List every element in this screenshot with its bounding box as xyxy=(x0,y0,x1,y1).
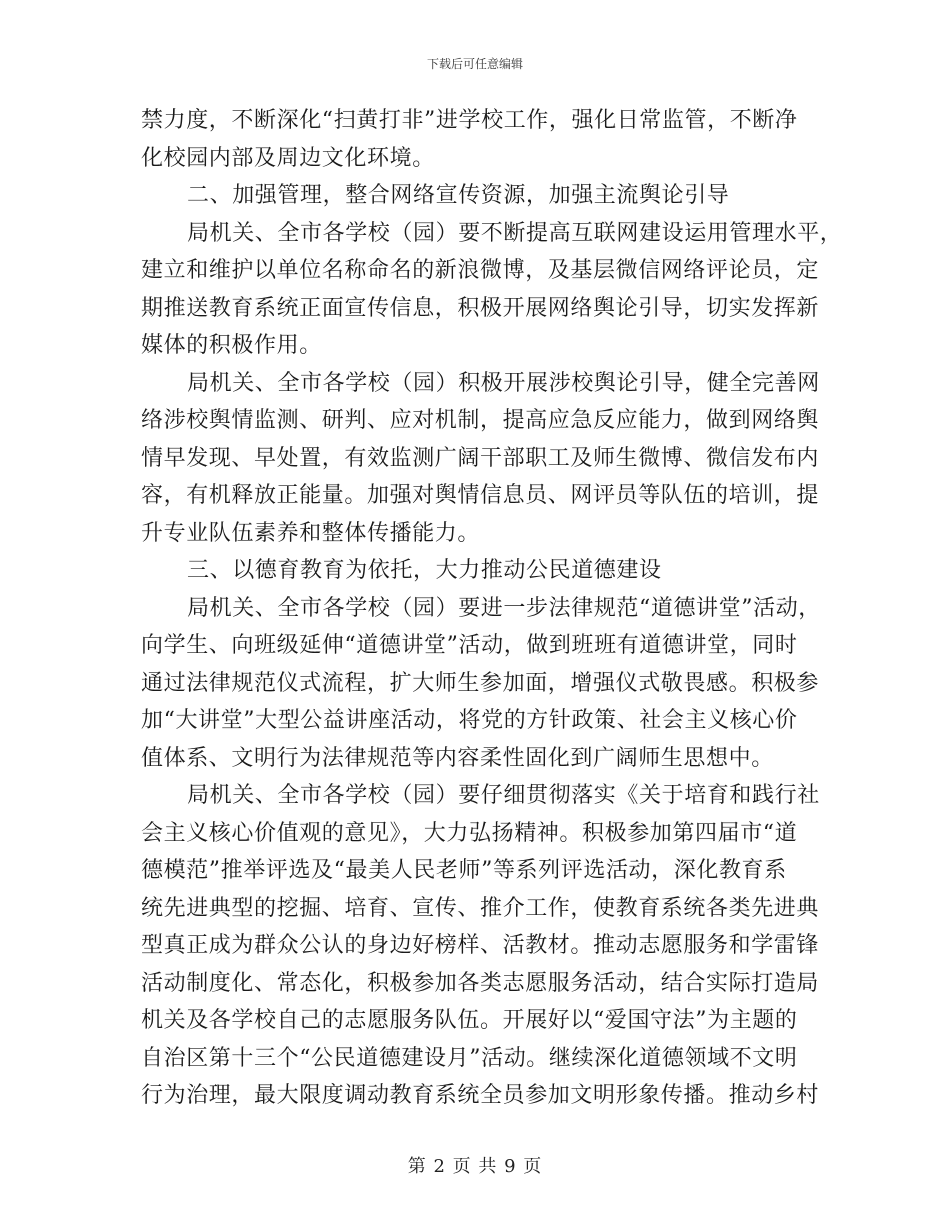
text-line: 型真正成为群众公认的身边好榜样、活教材。推动志愿服务和学雷锋 xyxy=(141,933,820,958)
text-line: 三、以德育教育为依托，大力推动公民道德建设 xyxy=(187,558,662,583)
text-line: 媒体的积极作用。 xyxy=(141,333,322,358)
page-header: 下载后可任意编辑 xyxy=(426,57,523,71)
text-line: 化校园内部及周边文化环境。 xyxy=(141,145,435,171)
text-line: 统先进典型的挖掘、培育、宣传、推介工作，使教育系统各类先进典 xyxy=(141,895,820,921)
text-line: 容，有机释放正能量。加强对舆情信息员、网评员等队伍的培训，提 xyxy=(141,483,820,508)
page-number: 第 2 页 共 9 页 xyxy=(407,1156,543,1177)
text-line: 加“大讲堂”大型公益讲座活动，将党的方针政策、社会主义核心价 xyxy=(141,708,798,733)
text-line: 德模范”推举评选及“最美人民老师”等系列评选活动，深化教育系 xyxy=(141,858,787,883)
text-line: 局机关、全市各学校（园）积极开展涉校舆论引导，健全完善网 xyxy=(187,370,820,396)
text-line: 自治区第十三个“公民道德建设月”活动。继续深化道德领域不文明 xyxy=(141,1045,798,1071)
text-line: 期推送教育系统正面宣传信息，积极开展网络舆论引导，切实发挥新 xyxy=(141,295,820,321)
text-line: 通过法律规范仪式流程，扩大师生参加面，增强仪式敬畏感。积极参 xyxy=(141,670,820,696)
text-line: 向学生、向班级延伸“道德讲堂”活动，做到班班有道德讲堂，同时 xyxy=(141,633,798,658)
text-line: 情早发现、早处置，有效监测广阔干部职工及师生微博、微信发布内 xyxy=(141,445,820,471)
text-line: 行为治理，最大限度调动教育系统全员参加文明形象传播。推动乡村 xyxy=(141,1083,820,1108)
text-line: 局机关、全市各学校（园）要进一步法律规范“道德讲堂”活动， xyxy=(187,595,821,621)
text-line: 局机关、全市各学校（园）要仔细贯彻落实《关于培育和践行社 xyxy=(187,783,820,808)
text-line: 局机关、全市各学校（园）要不断提高互联网建设运用管理水平， xyxy=(187,220,843,246)
text-line: 建立和维护以单位名称命名的新浪微博，及基层微信网络评论员，定 xyxy=(141,258,820,283)
text-line: 值体系、文明行为法律规范等内容柔性固化到广阔师生思想中。 xyxy=(141,745,774,771)
text-line: 禁力度，不断深化“扫黄打非”进学校工作，强化日常监管，不断净 xyxy=(141,108,798,133)
text-line: 络涉校舆情监测、研判、应对机制，提高应急反应能力，做到网络舆 xyxy=(141,408,820,433)
text-line: 活动制度化、常态化，积极参加各类志愿服务活动，结合实际打造局 xyxy=(141,970,820,996)
document-body xyxy=(141,102,843,1115)
text-line: 升专业队伍素养和整体传播能力。 xyxy=(141,520,481,546)
text-line: 机关及各学校自己的志愿服务队伍。开展好以“爱国守法”为主题的 xyxy=(141,1008,798,1033)
text-line: 二、加强管理，整合网络宣传资源，加强主流舆论引导 xyxy=(187,183,730,208)
text-line: 会主义核心价值观的意见》，大力弘扬精神。积极参加第四届市“道 xyxy=(141,820,798,846)
